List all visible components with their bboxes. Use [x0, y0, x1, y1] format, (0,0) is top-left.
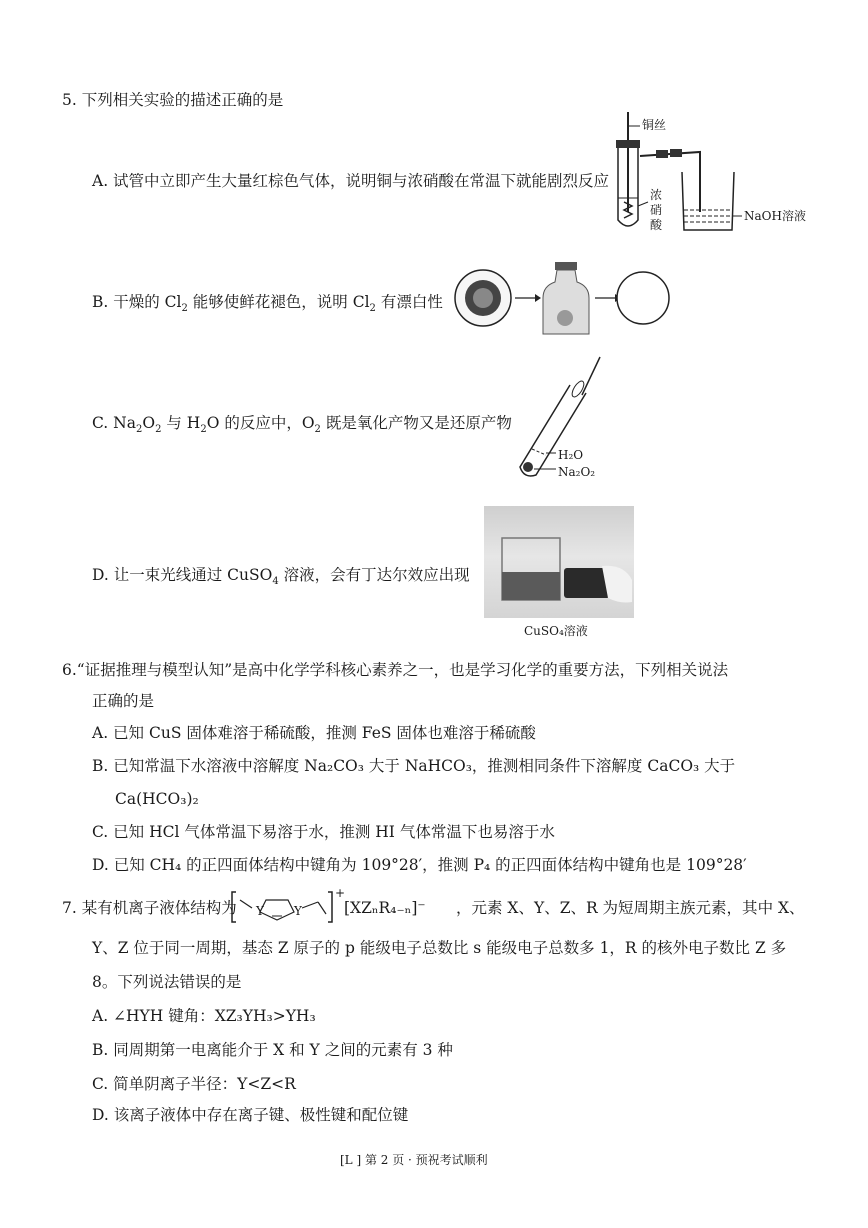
label-na2o2: Na₂O₂	[558, 465, 596, 479]
q7-stem-line-2: Y、Z 位于同一周期，基态 Z 原子的 p 能级电子总数比 s 能级电子总数多 1，R 的核外电子数比 Z 多	[92, 939, 787, 957]
q6-option-b-line-2: Ca(HCO₃)₂	[115, 790, 199, 808]
label-naoh: NaOH溶液	[744, 209, 806, 223]
label-acid-1: 浓	[650, 188, 663, 202]
q5-c-post: 既是氧化产物又是还原产物	[320, 414, 512, 432]
q5-option-a: A. 试管中立即产生大量红棕色气体，说明铜与浓硝酸在常温下就能剧烈反应	[92, 172, 610, 190]
q5-b-post: 有漂白性	[375, 293, 443, 311]
imidazolium-cation-structure	[232, 890, 340, 924]
label-h2o: H₂O	[558, 448, 584, 462]
q5-c-mid3: O 的反应中，O	[206, 414, 315, 432]
photo-caption: CuSO₄溶液	[524, 624, 588, 638]
q5-stem: 5. 下列相关实验的描述正确的是	[62, 91, 284, 109]
page-footer: [L ] 第 2 页 · 预祝考试顺利	[340, 1153, 488, 1167]
q5-option-d: D. 让一束光线通过 CuSO$_4$ 溶液，会有丁达尔效应出现	[92, 566, 470, 588]
tyndall-photo-drawing	[484, 506, 634, 618]
q7-option-c: C. 简单阴离子半径：Y<Z<R	[92, 1075, 296, 1093]
q6-option-b-line-1: B. 已知常温下水溶液中溶解度 Na₂CO₃ 大于 NaHCO₃，推测相同条件下溶解度 CaCO₃ 大于	[92, 757, 736, 775]
q5-b-pre: B. 干燥的 Cl	[92, 293, 182, 311]
q7-stem-line-3: 8。下列说法错误的是	[92, 973, 242, 991]
q5-option-b: B. 干燥的 $Cl_2$ 能够使鲜花褪色，说明 $Cl_2$ 有漂白性	[92, 293, 443, 315]
label-acid-3: 酸	[650, 218, 663, 232]
q7-stem-pre: 7. 某有机离子液体结构为	[62, 899, 237, 917]
q5-c-pre: C. Na	[92, 414, 136, 432]
chlorine-bleach-figure	[455, 262, 670, 342]
q5-d-post: 溶液，会有丁达尔效应出现	[278, 566, 470, 584]
q5-b-mid: 能够使鲜花褪色，说明 Cl	[187, 293, 370, 311]
label-acid-2: 硝	[650, 203, 663, 217]
q5-d-pre: D. 让一束光线通过 CuSO	[92, 566, 273, 584]
q5-c-mid2: 与 H	[161, 414, 201, 432]
q7-option-d: D. 该离子液体中存在离子键、极性键和配位键	[92, 1106, 409, 1124]
q7-stem-post: ，元素 X、Y、Z、R 为短周期主族元素，其中 X、	[456, 899, 805, 917]
q5-c-mid1: O	[142, 414, 156, 432]
q5-option-c: C. $Na_2O_2$ 与 $H_2O$ 的反应中，$O_2$ 既是氧化产物又是还原产物	[92, 414, 512, 436]
cation-charge: +	[335, 886, 346, 900]
label-copper-wire: 铜丝	[642, 118, 667, 132]
q6-option-c: C. 已知 HCl 气体常温下易溶于水，推测 HI 气体常温下也易溶于水	[92, 823, 555, 841]
q7-anion: [XZₙR₄₋ₙ]⁻	[344, 899, 426, 917]
q6-stem-line-1: 6.“证据推理与模型认知”是高中化学学科核心素养之一，也是学习化学的重要方法，下列相关说法	[62, 661, 729, 679]
ring-y-left: Y	[256, 904, 264, 918]
q7-option-b: B. 同周期第一电离能介于 X 和 Y 之间的元素有 3 种	[92, 1041, 453, 1059]
q6-stem-line-2: 正确的是	[92, 692, 155, 710]
ring-y-right: Y	[294, 904, 302, 918]
q7-option-a: A. ∠HYH 键角：XZ₃YH₃>YH₃	[92, 1007, 316, 1025]
tyndall-photo	[484, 506, 634, 618]
q6-option-d: D. 已知 CH₄ 的正四面体结构中键角为 109°28′，推测 P₄ 的正四面体结构中键角也是 109°28′	[92, 856, 747, 874]
q6-option-a: A. 已知 CuS 固体难溶于稀硫酸，推测 FeS 固体也难溶于稀硫酸	[92, 724, 536, 742]
